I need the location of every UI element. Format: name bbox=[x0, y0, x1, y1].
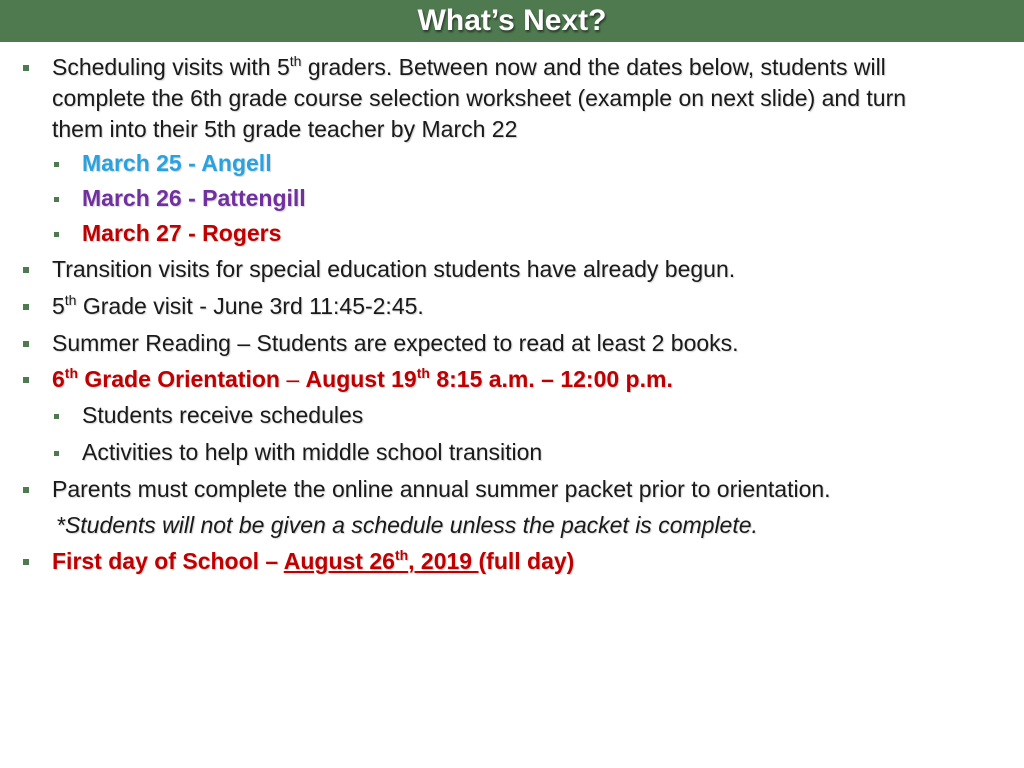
visit-pattengill: March 26 - Pattengill bbox=[82, 185, 306, 211]
first-day-date bbox=[284, 548, 479, 574]
bullet-icon bbox=[23, 267, 29, 273]
grade-visit-text-a: 5 bbox=[52, 293, 65, 319]
packet-note: *Students will not be given a schedule unless the packet is complete. bbox=[56, 512, 758, 538]
scheduling-text-b: graders. Between now and the dates below, students will bbox=[301, 54, 886, 80]
first-day-text-a: First day of School – bbox=[52, 548, 284, 574]
orientation-line bbox=[52, 364, 673, 395]
grade-visit-line bbox=[52, 291, 424, 322]
bullet-icon bbox=[23, 341, 29, 347]
orientation-dash: – bbox=[279, 366, 306, 392]
orientation-text-c: August 19 bbox=[305, 366, 417, 392]
scheduling-line-2: complete the 6th grade course selection worksheet (example on next slide) and turn bbox=[52, 85, 907, 111]
first-day-date-text: August 26 bbox=[283, 548, 395, 574]
bullet-icon bbox=[23, 377, 29, 383]
first-day-year: , 2019 bbox=[408, 548, 479, 574]
sub-bullet-icon bbox=[54, 162, 59, 167]
slide-title: What’s Next? bbox=[417, 4, 607, 37]
orientation-text-d: 8:15 a.m. – 12:00 p.m. bbox=[429, 366, 673, 392]
first-day-line bbox=[52, 546, 574, 577]
first-day-full-day: (full day) bbox=[478, 548, 575, 574]
bullet-icon bbox=[23, 487, 29, 493]
first-day-sup: th bbox=[394, 547, 409, 563]
orientation-sub-schedules: Students receive schedules bbox=[82, 402, 364, 428]
grade-visit-sup: th bbox=[64, 292, 77, 308]
orientation-sup-2: th bbox=[416, 365, 430, 381]
sub-bullet-icon bbox=[54, 197, 59, 202]
title-bar bbox=[0, 0, 1024, 42]
scheduling-line-3: them into their 5th grade teacher by March 22 bbox=[52, 116, 518, 142]
bullet-icon bbox=[23, 65, 29, 71]
scheduling-line-1 bbox=[52, 52, 886, 83]
parents-line: Parents must complete the online annual summer packet prior to orientation. bbox=[52, 476, 831, 502]
sub-bullet-icon bbox=[54, 414, 59, 419]
sub-bullet-icon bbox=[54, 232, 59, 237]
summer-reading-line: Summer Reading – Students are expected to read at least 2 books. bbox=[52, 330, 739, 356]
bullet-icon bbox=[23, 304, 29, 310]
visit-rogers: March 27 - Rogers bbox=[82, 220, 282, 246]
sub-bullet-icon bbox=[54, 451, 59, 456]
scheduling-text-a: Scheduling visits with 5 bbox=[52, 54, 290, 80]
orientation-sup-1: th bbox=[64, 365, 79, 381]
grade-visit-text-b: Grade visit - June 3rd 11:45-2:45. bbox=[76, 293, 424, 319]
scheduling-sup: th bbox=[289, 53, 302, 69]
orientation-text-b: Grade Orientation bbox=[78, 366, 280, 392]
orientation-text-a: 6 bbox=[52, 366, 65, 392]
bullet-icon bbox=[23, 559, 29, 565]
transition-line: Transition visits for special education students have already begun. bbox=[52, 256, 736, 282]
visit-angell: March 25 - Angell bbox=[82, 150, 272, 176]
orientation-sub-activities: Activities to help with middle school transition bbox=[82, 439, 543, 465]
